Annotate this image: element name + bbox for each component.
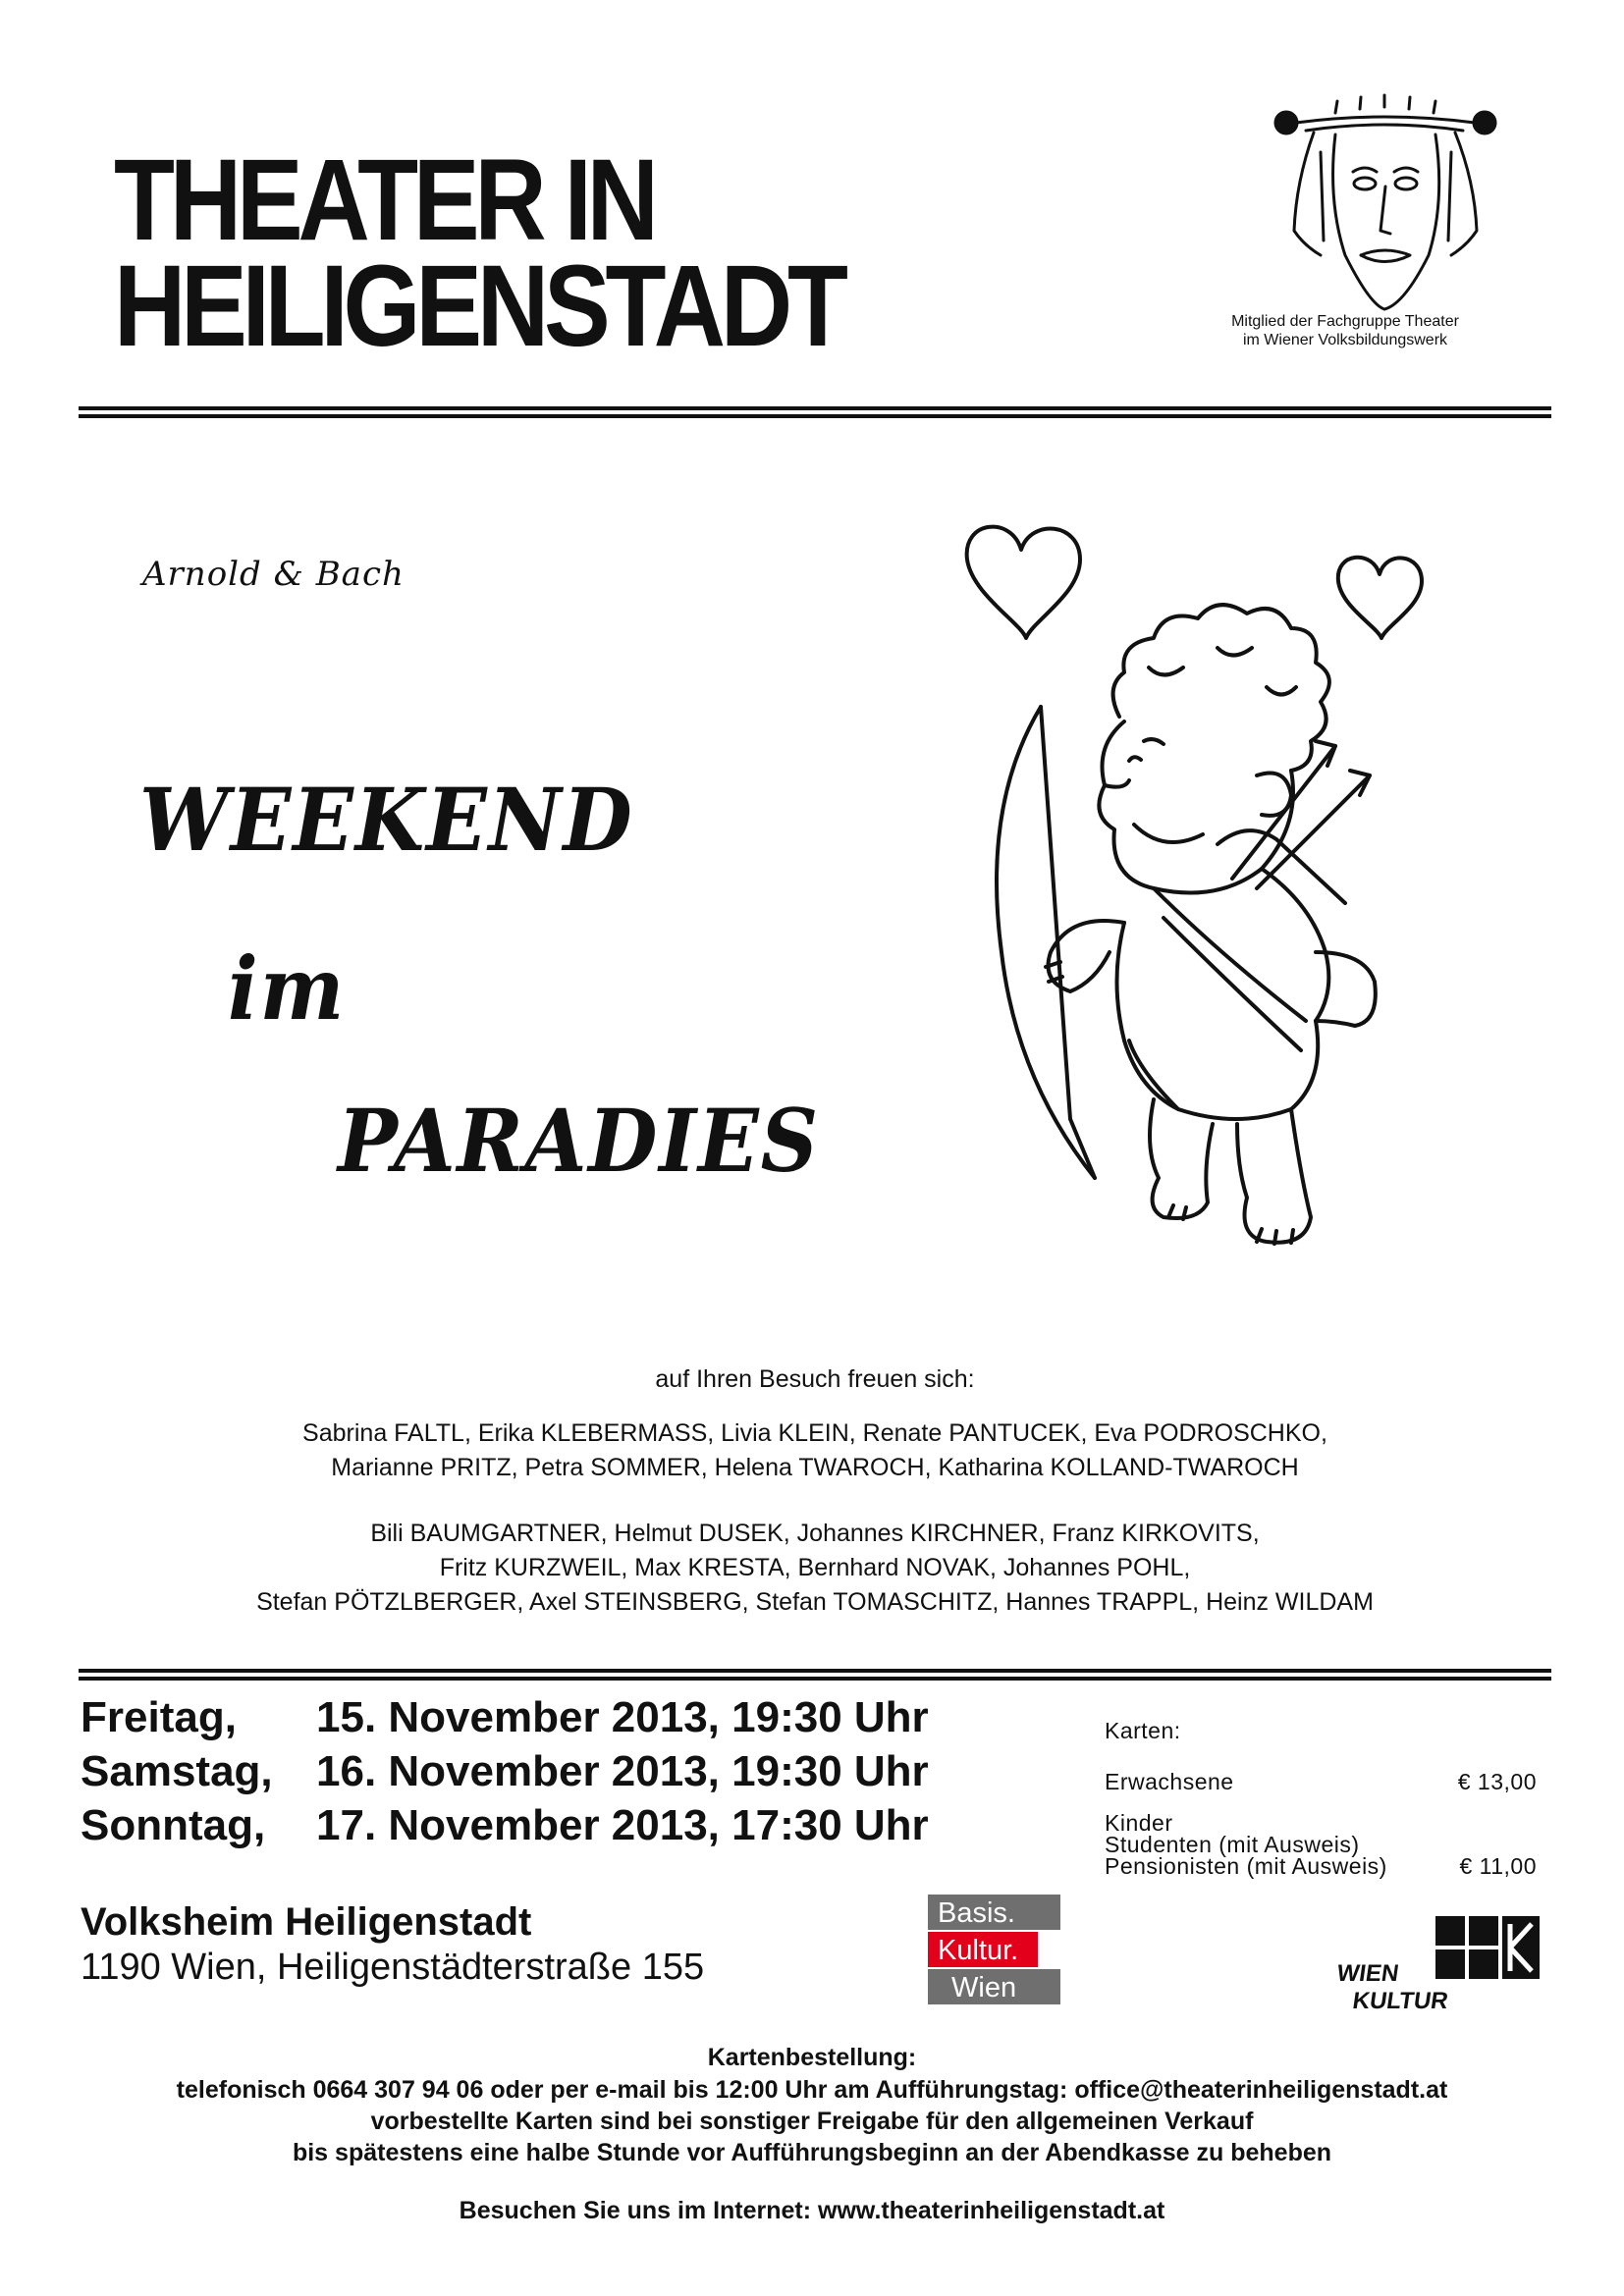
kultur-text: KULTUR [1350, 1988, 1450, 2014]
website-note: Besuchen Sie uns im Internet: www.theaterinheiligenstadt.at [459, 2197, 1165, 2224]
performance-day: Samstag, [81, 1747, 273, 1795]
performance-row [81, 1744, 929, 1798]
ordering-line: vorbestellte Karten sind bei sonstiger Freigabe für den allgemeinen Verkauf [370, 2108, 1254, 2135]
cast-men [177, 1517, 1453, 1620]
cast-line: Marianne PRITZ, Petra SOMMER, Helena TWAROCH, Katharina KOLLAND-TWAROCH [331, 1454, 1299, 1481]
performance-day: Sonntag, [81, 1801, 266, 1849]
member-note [1139, 312, 1551, 349]
ordering-info [59, 2074, 1565, 2168]
cast-line: Bili BAUMGARTNER, Helmut DUSEK, Johannes KIRCHNER, Franz KIRKOVITS, [370, 1520, 1260, 1547]
cast-women [177, 1416, 1453, 1485]
theater-title-line2: HEILIGENSTADT [114, 241, 843, 371]
wien-kultur-logo [1334, 1916, 1542, 2014]
performance-row [81, 1690, 929, 1744]
middle-divider [79, 1669, 1551, 1681]
venue [81, 1899, 704, 1990]
top-divider [79, 406, 1551, 418]
play-title-line3: PARADIES [338, 1090, 820, 1192]
play-title-line1: WEEKEND [139, 769, 634, 871]
cast-line: Fritz KURZWEIL, Max KRESTA, Bernhard NOVAK, Johannes POHL, [439, 1554, 1191, 1581]
cupid-illustration [923, 491, 1473, 1256]
reduced-label-kinder: Kinder [1105, 1810, 1173, 1836]
ticket-prices [1105, 1720, 1537, 1877]
performance-day: Freitag, [81, 1693, 237, 1741]
wien-text: WIEN [1334, 1960, 1401, 1987]
ordering-line: telefonisch 0664 307 94 06 oder per e-mail bis 12:00 Uhr am Aufführungstag: office@theaterinheiligenstadt.at [176, 2076, 1448, 2104]
adult-price: € 13,00 [1457, 1769, 1537, 1794]
basis-kultur-wien-logo [928, 1895, 1060, 2004]
venue-name: Volksheim Heiligenstadt [81, 1900, 532, 1944]
cast-line: Sabrina FALTL, Erika KLEBERMASS, Livia KLEIN, Renate PANTUCEK, Eva PODROSCHKO, [302, 1419, 1327, 1447]
member-note-line1: Mitglied der Fachgruppe Theater [1231, 313, 1459, 330]
wien-text: Wien [951, 1972, 1017, 2003]
reduced-price: € 11,00 [1459, 1853, 1537, 1879]
performance-dates [81, 1690, 929, 1852]
performance-row [81, 1798, 929, 1852]
reduced-label-studenten: Studenten (mit Ausweis) [1105, 1832, 1360, 1857]
performance-date: 15. November 2013, 19:30 Uhr [316, 1693, 929, 1741]
performance-date: 16. November 2013, 19:30 Uhr [316, 1747, 929, 1795]
theater-mask-icon [1267, 93, 1502, 319]
ordering-line: bis spätestens eine halbe Stunde vor Aufführungsbeginn an der Abendkasse zu beheben [292, 2139, 1332, 2166]
play-title-line2: im [228, 937, 347, 1040]
venue-address: 1190 Wien, Heiligenstädterstraße 155 [81, 1947, 705, 1988]
performance-date: 17. November 2013, 17:30 Uhr [316, 1801, 929, 1849]
adult-label: Erwachsene [1105, 1769, 1234, 1794]
theater-title-line1: THEATER IN [114, 135, 654, 265]
theater-title [114, 135, 843, 371]
price-row-reduced [1105, 1855, 1537, 1877]
member-note-line2: im Wiener Volksbildungswerk [1242, 332, 1448, 348]
price-row-adult [1105, 1771, 1537, 1792]
kultur-text: Kultur. [938, 1935, 1019, 1966]
cast-line: Stefan PÖTZLBERGER, Axel STEINSBERG, Stefan TOMASCHITZ, Hannes TRAPPL, Heinz WILDAM [256, 1588, 1374, 1616]
cast-intro: auf Ihren Besuch freuen sich: [655, 1365, 975, 1393]
reduced-label-pensionisten: Pensionisten (mit Ausweis) [1105, 1853, 1387, 1879]
ordering-title: Kartenbestellung: [707, 2044, 917, 2071]
basis-text: Basis. [938, 1897, 1015, 1929]
play-authors: Arnold & Bach [142, 555, 405, 594]
prices-label: Karten: [1105, 1718, 1181, 1743]
